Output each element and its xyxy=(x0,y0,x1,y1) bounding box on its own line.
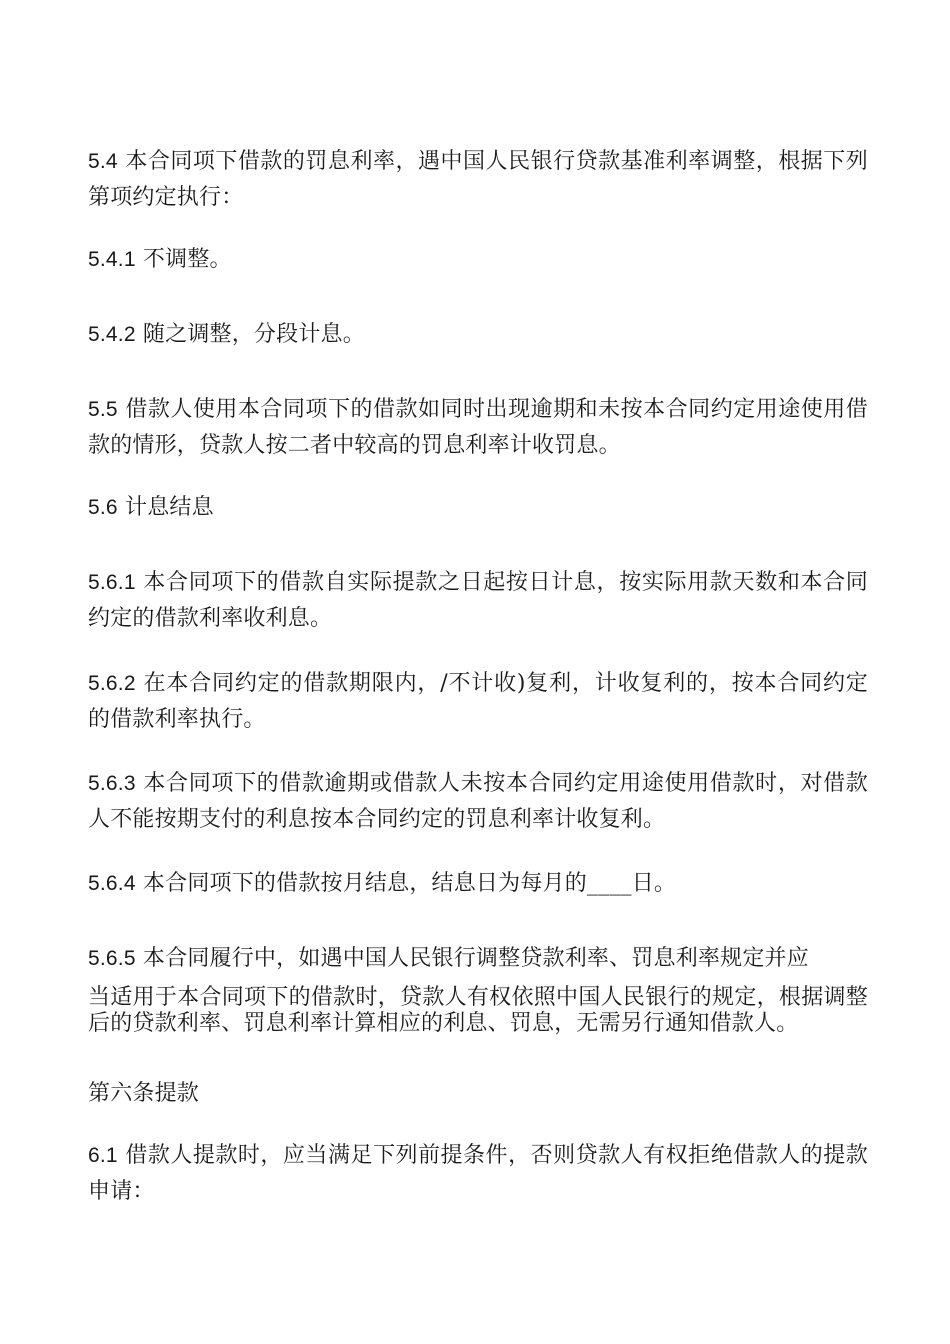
clause-5-6-5 xyxy=(88,941,868,977)
clause-text: 当适用于本合同项下的借款时，贷款人有权依照中国人民银行的规定，根据调整后的贷款利率、罚息利率计算相应的利息、罚息，无需另行通知借款人。 xyxy=(88,985,868,1036)
article-6-heading xyxy=(88,1076,868,1112)
clause-5-4 xyxy=(88,144,868,216)
clause-5-4-2 xyxy=(88,317,868,353)
clause-5-4-1 xyxy=(88,242,868,278)
article-heading-text: 第六条提款 xyxy=(88,1081,200,1106)
clause-text: 本合同项下的借款逾期或借款人未按本合同约定用途使用借款时，对借款人不能按期支付的利息按本合同约定的罚息利率计收复利。 xyxy=(88,771,868,832)
clause-text: 随之调整，分段计息。 xyxy=(142,322,365,347)
clause-text: 借款人使用本合同项下的借款如同时出现逾期和未按本合同约定用途使用借款的情形，贷款人按二者中较高的罚息利率计收罚息。 xyxy=(88,397,868,458)
clause-number: 5.5 xyxy=(88,398,118,421)
clause-5-6-1 xyxy=(88,565,868,637)
clause-number: 5.6.2 xyxy=(88,672,136,695)
clause-text: 计息结息 xyxy=(125,495,214,520)
clause-number: 5.6 xyxy=(88,496,118,519)
clause-text: 本合同项下借款的罚息利率，遇中国人民银行贷款基准利率调整，根据下列第项约定执行： xyxy=(88,149,868,210)
clause-text: 本合同履行中，如遇中国人民银行调整贷款利率、罚息利率规定并应 xyxy=(142,946,809,971)
clause-number: 5.4.2 xyxy=(88,323,136,346)
clause-5-6-5-continuation xyxy=(88,985,868,1037)
clause-number: 5.6.1 xyxy=(88,571,136,594)
clause-5-6-2 xyxy=(88,666,868,738)
clause-number: 5.6.5 xyxy=(88,947,136,970)
clause-text: 本合同项下的借款按月结息，结息日为每月的____日。 xyxy=(142,871,677,896)
clause-text: 不调整。 xyxy=(142,247,232,272)
clause-6-1 xyxy=(88,1138,868,1210)
clause-5-5 xyxy=(88,392,868,464)
clause-number: 5.4 xyxy=(88,150,118,173)
clause-number: 5.4.1 xyxy=(88,248,136,271)
clause-5-6 xyxy=(88,490,868,526)
clause-5-6-4 xyxy=(88,866,868,902)
clause-text: 本合同项下的借款自实际提款之日起按日计息，按实际用款天数和本合同约定的借款利率收利息。 xyxy=(88,570,868,631)
clause-number: 5.6.3 xyxy=(88,772,136,795)
clause-number: 5.6.4 xyxy=(88,872,136,895)
clause-text: 在本合同约定的借款期限内，/不计收)复利，计收复利的，按本合同约定的借款利率执行。 xyxy=(88,671,868,732)
document-page xyxy=(88,0,868,1344)
clause-5-6-3 xyxy=(88,766,868,838)
clause-number: 6.1 xyxy=(88,1144,118,1167)
clause-text: 借款人提款时，应当满足下列前提条件，否则贷款人有权拒绝借款人的提款申请： xyxy=(88,1143,868,1204)
